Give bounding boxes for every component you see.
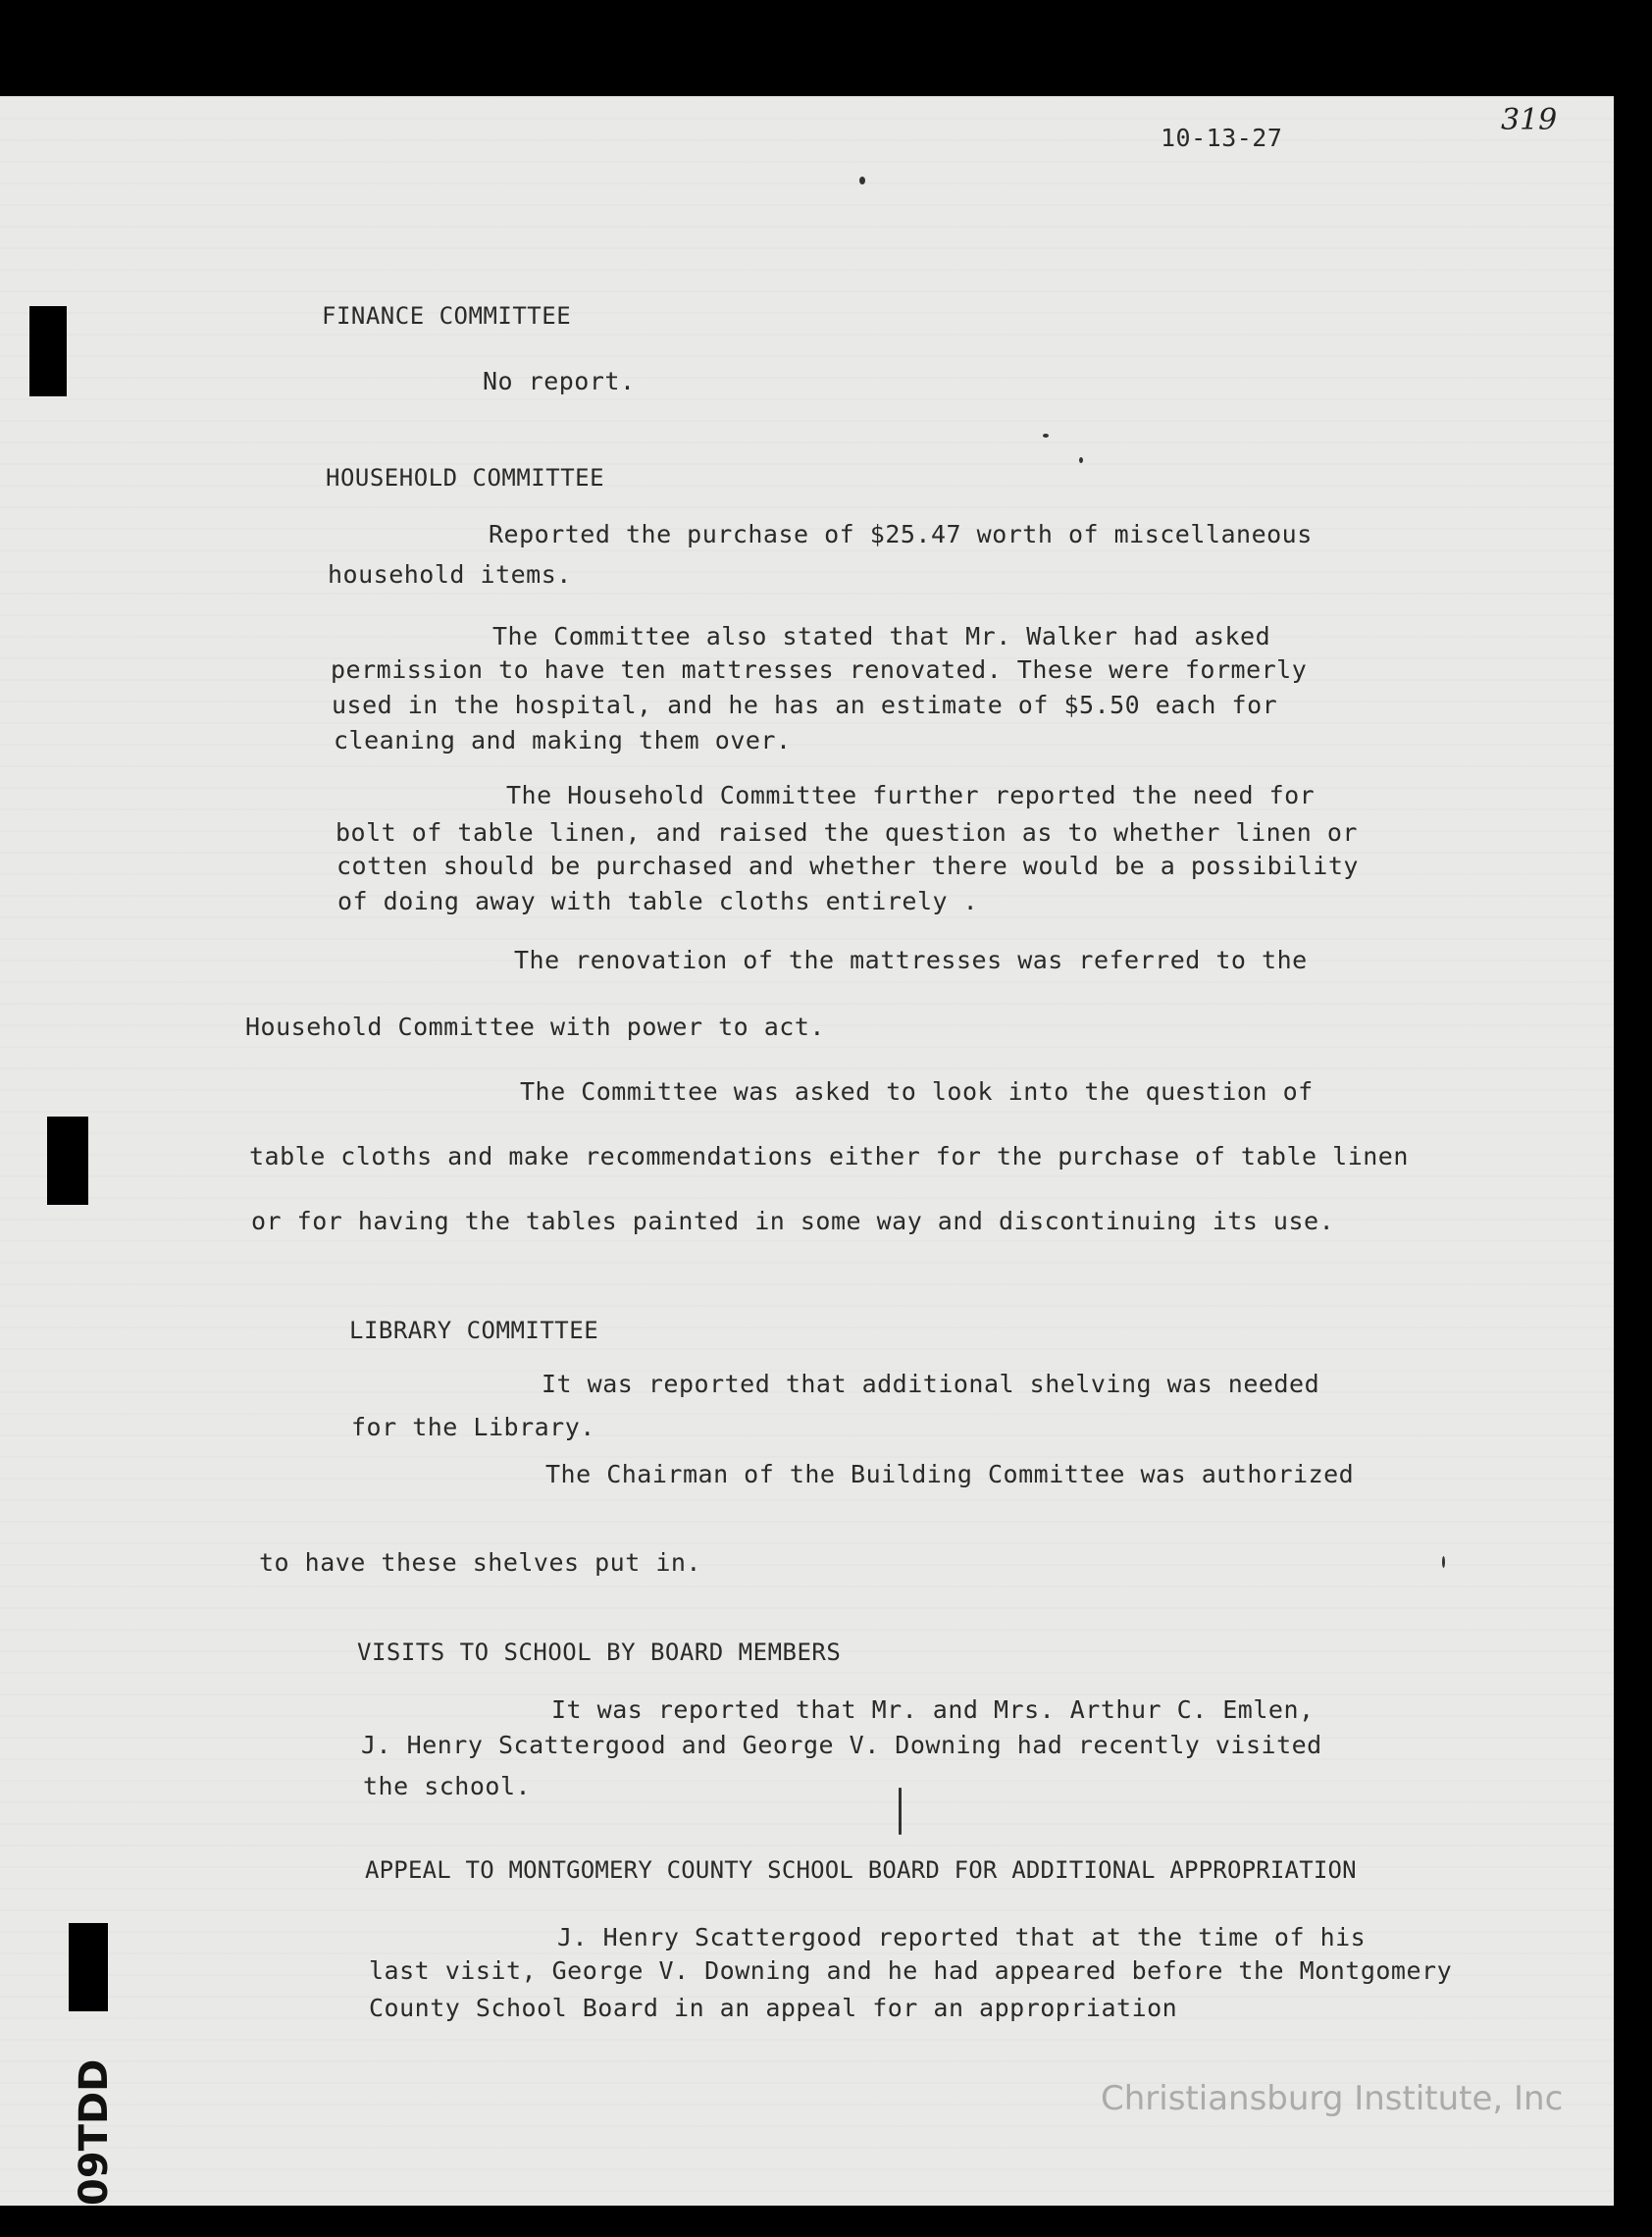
library-line-3: The Chairman of the Building Committee was authorized <box>545 1460 1355 1488</box>
appeal-line-3: County School Board in an appeal for an appropriation <box>369 1994 1178 2022</box>
appeal-heading: APPEAL TO MONTGOMERY COUNTY SCHOOL BOARD FOR ADDITIONAL APPROPRIATION <box>365 1856 1357 1884</box>
binding-mark-2 <box>47 1117 88 1205</box>
household-line-11: The renovation of the mattresses was referred to the <box>514 946 1308 974</box>
household-committee-heading: HOUSEHOLD COMMITTEE <box>326 464 605 492</box>
appeal-line-1: J. Henry Scattergood reported that at the time of his <box>557 1923 1367 1951</box>
household-line-12: Household Committee with power to act. <box>245 1013 825 1041</box>
watermark-logo: Christiansburg Institute, Inc <box>1101 2079 1564 2118</box>
visits-heading: VISITS TO SCHOOL BY BOARD MEMBERS <box>357 1639 842 1666</box>
household-line-9: cotten should be purchased and whether there would be a possibility <box>336 852 1359 880</box>
finance-line-1: No report. <box>483 367 636 395</box>
household-line-14: table cloths and make recommendations either for the purchase of table linen <box>249 1142 1409 1171</box>
household-line-15: or for having the tables painted in some way and discontinuing its use. <box>251 1207 1335 1235</box>
speck <box>899 1788 902 1835</box>
finance-committee-heading: FINANCE COMMITTEE <box>322 302 572 330</box>
household-line-5: used in the hospital, and he has an estimate of $5.50 each for <box>332 691 1278 719</box>
document-page <box>0 96 1614 2206</box>
visits-line-3: the school. <box>363 1772 532 1800</box>
library-line-2: for the Library. <box>351 1413 595 1441</box>
visits-line-2: J. Henry Scattergood and George V. Downing had recently visited <box>361 1731 1322 1759</box>
appeal-line-2: last visit, George V. Downing and he had appeared before the Montgomery <box>369 1956 1453 1985</box>
household-line-13: The Committee was asked to look into the question of <box>520 1077 1314 1106</box>
speck <box>1079 457 1083 463</box>
visits-line-1: It was reported that Mr. and Mrs. Arthur C. Emlen, <box>551 1695 1315 1724</box>
household-line-7: The Household Committee further reported the need for <box>506 781 1316 809</box>
document-date: 10-13-27 <box>1161 124 1283 152</box>
speck <box>1442 1556 1445 1568</box>
household-line-10: of doing away with table cloths entirely . <box>337 887 979 915</box>
library-line-1: It was reported that additional shelving was needed <box>542 1370 1320 1398</box>
household-line-6: cleaning and making them over. <box>334 726 792 754</box>
household-line-4: permission to have ten mattresses renovated. These were formerly <box>331 655 1308 684</box>
library-committee-heading: LIBRARY COMMITTEE <box>349 1317 599 1344</box>
speck <box>859 177 865 184</box>
household-line-8: bolt of table linen, and raised the question as to whether linen or <box>336 818 1358 847</box>
household-line-3: The Committee also stated that Mr. Walker had asked <box>492 622 1271 650</box>
spine-label: 09TDD <box>72 2058 117 2206</box>
library-line-4: to have these shelves put in. <box>259 1548 701 1577</box>
household-line-1: Reported the purchase of $25.47 worth of miscellaneous <box>489 520 1313 548</box>
household-line-2: household items. <box>328 560 572 589</box>
handwritten-page-number: 319 <box>1501 103 1558 137</box>
binding-mark-3 <box>69 1923 108 2011</box>
binding-mark-1 <box>29 306 67 396</box>
speck <box>1043 434 1049 438</box>
